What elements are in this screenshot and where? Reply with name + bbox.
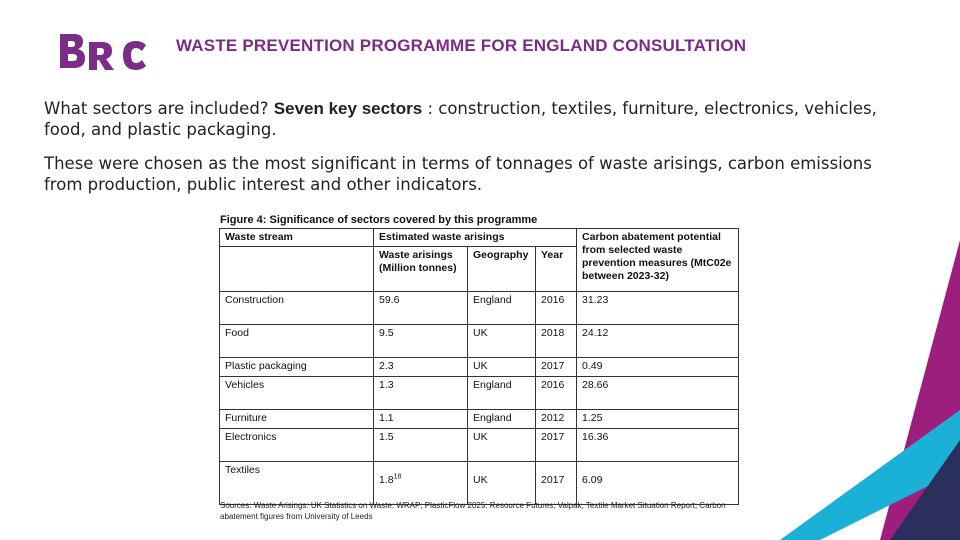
cell-year: 2017: [536, 462, 577, 505]
intro-paragraph: [44, 98, 904, 140]
intro-highlight: Seven key sectors: [273, 99, 423, 118]
table-header-row: [220, 229, 739, 247]
cell-arisings: 1.3: [374, 377, 468, 410]
selection-paragraph: These were chosen as the most significant in terms of tonnages of waste arisings, carbon emissions from production, public interest and other indicators.: [44, 154, 872, 194]
cell-carbon: 16.36: [577, 429, 739, 462]
header-carbon-abatement: Carbon abatement potential from selected waste prevention measures (MtC02e between 2023-32): [577, 229, 739, 292]
cell-geography: England: [468, 292, 536, 325]
cell-stream: Plastic packaging: [220, 358, 374, 377]
cell-carbon: 6.09: [577, 462, 739, 505]
cell-arisings: 2.3: [374, 358, 468, 377]
table-row: [220, 358, 739, 377]
table-row: [220, 429, 739, 462]
header-waste-arisings: Waste arisings (Million tonnes): [374, 247, 468, 292]
cell-geography: England: [468, 377, 536, 410]
cell-year: 2017: [536, 358, 577, 377]
brc-logo: [56, 28, 152, 74]
cell-stream: Construction: [220, 292, 374, 325]
cell-stream: Furniture: [220, 410, 374, 429]
cell-arisings: 9.5: [374, 325, 468, 358]
table-row: [220, 325, 739, 358]
cell-arisings: [374, 462, 468, 505]
cell-geography: UK: [468, 325, 536, 358]
page-title: WASTE PREVENTION PROGRAMME FOR ENGLAND CONSULTATION: [176, 36, 747, 55]
cell-carbon: 28.66: [577, 377, 739, 410]
cell-arisings-value: 1.8: [379, 474, 394, 486]
cell-geography: UK: [468, 429, 536, 462]
cell-stream: Food: [220, 325, 374, 358]
table-row: [220, 292, 739, 325]
cell-geography: England: [468, 410, 536, 429]
table-row: [220, 410, 739, 429]
header-year: Year: [536, 247, 577, 292]
cell-arisings: 1.5: [374, 429, 468, 462]
sectors-table: [219, 228, 739, 505]
cell-stream: Electronics: [220, 429, 374, 462]
cell-carbon: 0.49: [577, 358, 739, 377]
intro-sector-list: : construction, textiles, furniture, electronics, vehicles, food, and plastic packaging.: [44, 99, 877, 139]
cell-year: 2012: [536, 410, 577, 429]
header-estimated-arisings: Estimated waste arisings: [374, 229, 577, 247]
intro-question: What sectors are included?: [44, 99, 269, 118]
cell-arisings: 59.6: [374, 292, 468, 325]
cell-year: 2016: [536, 292, 577, 325]
cell-carbon: 24.12: [577, 325, 739, 358]
header-empty: [220, 247, 374, 292]
cell-carbon: 31.23: [577, 292, 739, 325]
cell-arisings: 1.1: [374, 410, 468, 429]
cell-geography: UK: [468, 462, 536, 505]
corner-decoration: [780, 240, 960, 540]
header-geography: Geography: [468, 247, 536, 292]
cell-geography: UK: [468, 358, 536, 377]
cell-stream: Textiles: [220, 462, 374, 505]
decorative-triangles: [780, 240, 960, 540]
cell-year: 2018: [536, 325, 577, 358]
figure-sources: Sources: Waste Arisings: UK Statistics on Waste: WRAP; PlasticFlow 2025: Resource Futures; Valpak, Textile Market Situation Report; Carbon abatement figures from University of Leeds: [220, 501, 726, 521]
brc-logo-mark: [56, 28, 152, 74]
cell-stream: Vehicles: [220, 377, 374, 410]
footnote-ref: 18: [393, 473, 402, 481]
table-row: [220, 377, 739, 410]
cell-carbon: 1.25: [577, 410, 739, 429]
header-waste-stream: Waste stream: [220, 229, 374, 247]
table-row: [220, 462, 739, 505]
figure-caption: Figure 4: Significance of sectors covered by this programme: [220, 214, 538, 226]
cell-year: 2017: [536, 429, 577, 462]
cell-year: 2016: [536, 377, 577, 410]
